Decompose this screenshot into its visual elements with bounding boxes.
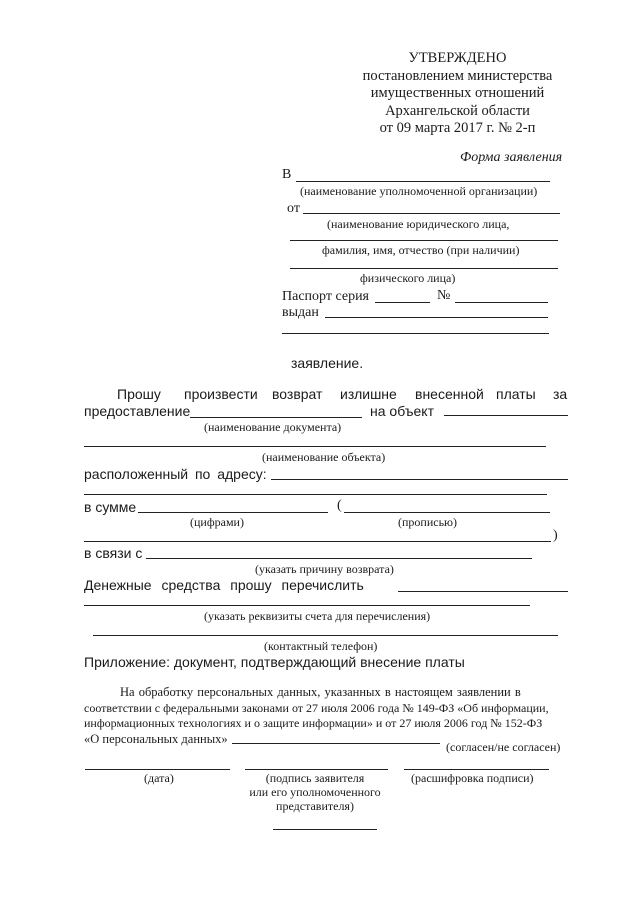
personal-data-line-1: На обработку персональных данных, указанных в настоящем заявлении в	[120, 685, 521, 699]
reason-caption: (указать причину возврата)	[255, 562, 394, 576]
paren-open: (	[337, 498, 342, 513]
request-word-1: Прошу	[117, 386, 161, 402]
account-line[interactable]	[398, 591, 568, 592]
bottom-line[interactable]	[273, 829, 377, 830]
signature-line[interactable]	[245, 769, 388, 770]
sum-words-line[interactable]	[344, 512, 550, 513]
personal-data-line-4: «О персональных данных»	[84, 732, 228, 746]
document-caption: (наименование документа)	[204, 420, 342, 434]
date-caption: (дата)	[144, 771, 174, 785]
consent-line[interactable]	[232, 743, 440, 744]
form-title: Форма заявления	[460, 150, 563, 165]
document-title: заявление.	[291, 355, 364, 371]
phone-caption: (контактный телефон)	[264, 639, 378, 653]
object-caption: (наименование объекта)	[262, 450, 386, 464]
address-label: расположенный по адресу:	[84, 466, 267, 482]
attachment-text: Приложение: документ, подтверждающий внесение платы	[84, 654, 465, 670]
from-caption-2: фамилия, имя, отчество (при наличии)	[322, 243, 520, 257]
decoding-caption: (расшифровка подписи)	[411, 771, 534, 785]
object-line[interactable]	[444, 415, 568, 416]
request-word-7: за	[553, 386, 568, 402]
request-word-5: внесенной	[415, 386, 484, 402]
object-name-line[interactable]	[84, 446, 546, 447]
passport-number-line[interactable]	[455, 302, 548, 303]
date-line[interactable]	[85, 769, 230, 770]
approval-block	[330, 50, 585, 138]
passport-number-sign: №	[437, 288, 451, 303]
account-caption: (указать реквизиты счета для перечисления)	[204, 609, 431, 623]
provision-label: предоставление	[84, 403, 191, 419]
reason-line[interactable]	[146, 558, 532, 559]
signature-caption-2: или его уполномоченного	[249, 785, 381, 799]
paren-close: )	[553, 528, 558, 543]
request-word-3: возврат	[272, 386, 323, 402]
from-prefix: от	[287, 201, 300, 216]
approval-line-1: постановлением министерства	[362, 67, 553, 84]
request-word-6: платы	[496, 386, 536, 402]
from-field-line-2[interactable]	[290, 240, 558, 241]
sum-digits-line[interactable]	[138, 512, 328, 513]
to-field-line[interactable]	[296, 181, 550, 182]
to-prefix: В	[282, 167, 292, 182]
from-field-line-3[interactable]	[290, 268, 558, 269]
sum-label: в сумме	[84, 499, 137, 515]
digits-caption: (цифрами)	[190, 515, 244, 529]
object-label: на объект	[370, 403, 434, 419]
issued-label: выдан	[282, 305, 319, 320]
to-caption: (наименование уполномоченной организации)	[300, 184, 538, 198]
from-caption-3: физического лица)	[360, 271, 456, 285]
address-line[interactable]	[271, 479, 568, 480]
approval-line-2: имущественных отношений	[370, 85, 545, 101]
signature-caption-3: представителя)	[276, 799, 354, 813]
issued-line[interactable]	[325, 317, 548, 318]
consent-caption: (согласен/не согласен)	[446, 740, 561, 754]
request-word-4: излишне	[340, 386, 397, 402]
passport-series-line[interactable]	[375, 302, 430, 303]
words-caption: (прописью)	[398, 515, 458, 529]
passport-label: Паспорт серия	[282, 289, 369, 304]
address-line-2[interactable]	[84, 494, 547, 495]
account-line-2[interactable]	[84, 605, 530, 606]
approval-line-3: Архангельской области	[385, 102, 530, 119]
signature-caption-1: (подпись заявителя	[265, 771, 365, 785]
decoding-line[interactable]	[404, 769, 549, 770]
transfer-label: Денежные средства прошу перечислить	[84, 577, 364, 593]
approval-title: УТВЕРЖДЕНО	[408, 50, 507, 66]
sum-words-line-2[interactable]	[84, 541, 551, 542]
personal-data-line-3: информационных технологиях и о защите информации» и от 27 июля 2006 год № 152-ФЗ	[84, 716, 543, 730]
document-name-line[interactable]	[190, 417, 362, 418]
approval-line-4: от 09 марта 2017 г. № 2-п	[379, 120, 536, 136]
from-caption-1: (наименование юридического лица,	[327, 217, 510, 231]
issued-line-2[interactable]	[282, 333, 549, 334]
from-field-line[interactable]	[303, 213, 560, 214]
personal-data-line-2: соответствии с федеральными законами от 27 июля 2006 года № 149-ФЗ «Об информации,	[84, 701, 549, 715]
phone-line[interactable]	[93, 635, 558, 636]
reason-label: в связи с	[84, 545, 143, 561]
request-word-2: произвести	[184, 386, 258, 402]
